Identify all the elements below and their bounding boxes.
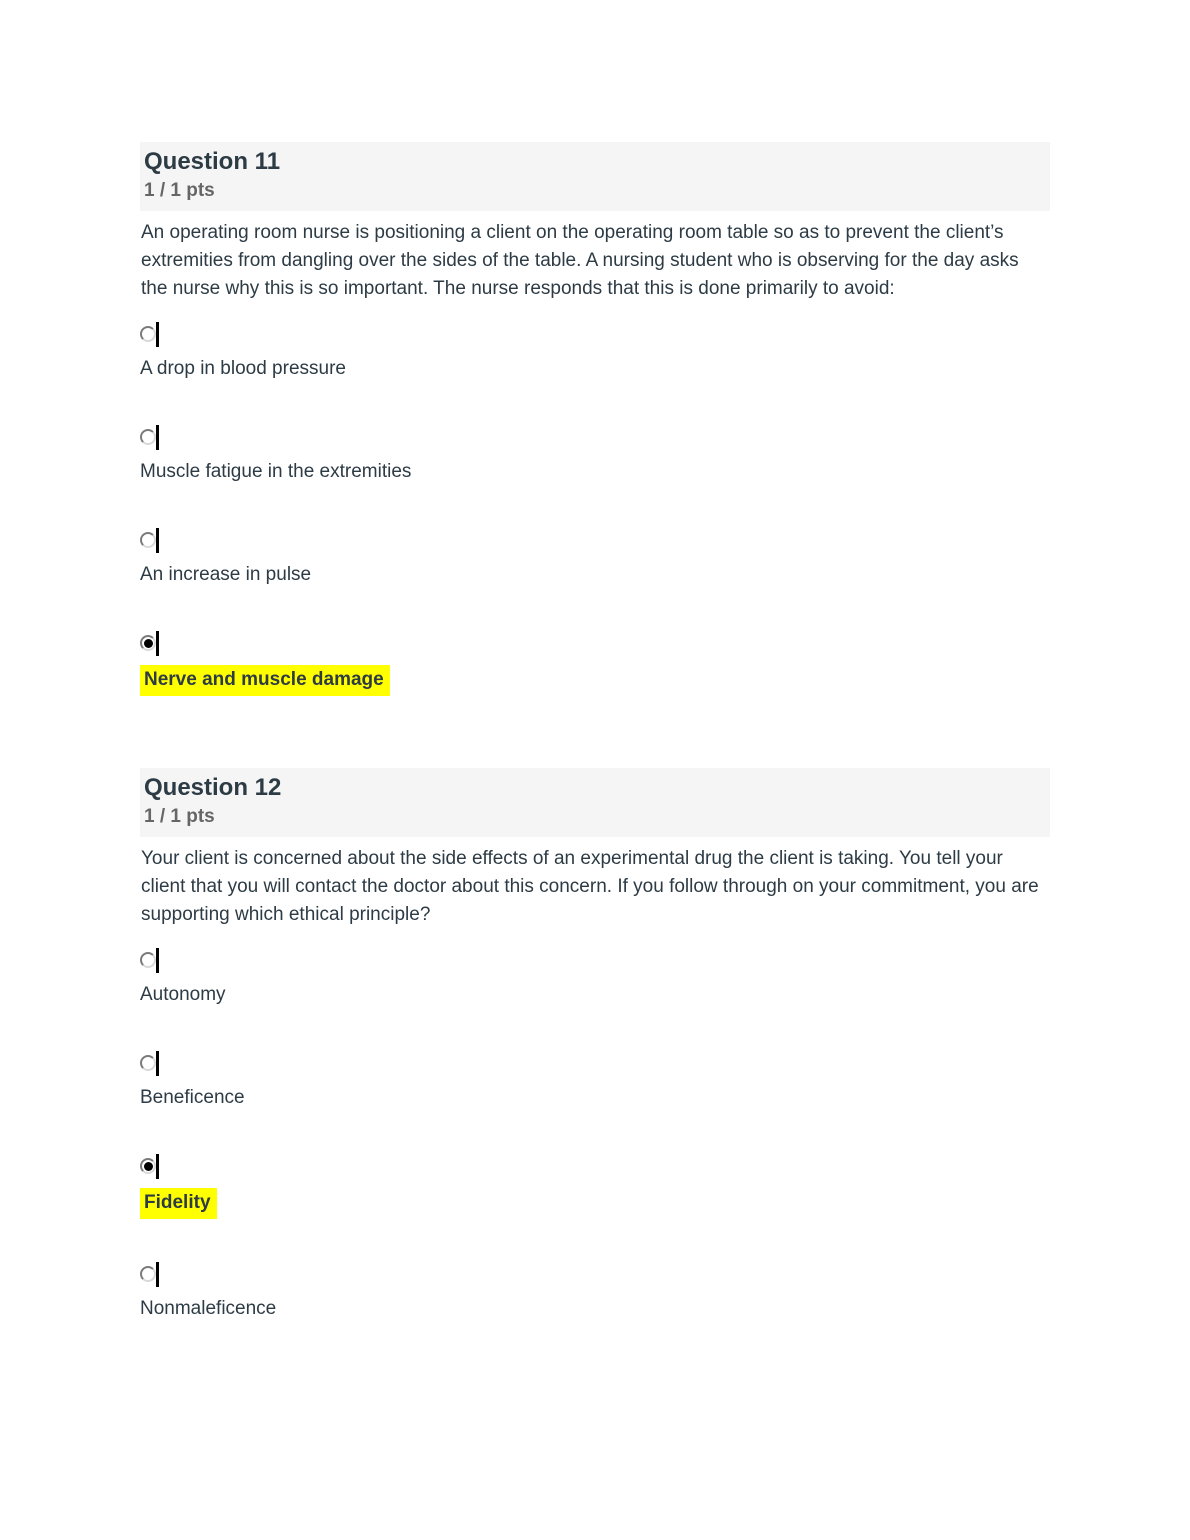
answer-option: [140, 1261, 1050, 1322]
question-card: [140, 768, 1050, 1322]
answer-option: [140, 527, 1050, 588]
answer-option-text: Beneficence: [140, 1087, 245, 1108]
answer-options: [140, 947, 1050, 1322]
radio-button[interactable]: [140, 630, 159, 656]
question-points: 1 / 1 pts: [144, 180, 215, 201]
answer-option-label: [140, 562, 1050, 588]
question-text: Your client is concerned about the side effects of an experimental drug the client is taking. You tell your client that you will contact the doctor about this concern. If you follow through on your commitment, you are supporting which ethical principle?: [141, 848, 1039, 925]
answer-option-text: An increase in pulse: [140, 564, 312, 585]
radio-button[interactable]: [140, 1050, 159, 1076]
radio-circle-icon: [140, 1158, 156, 1174]
text-cursor-bar-icon: [156, 322, 159, 347]
radio-button[interactable]: [140, 527, 159, 553]
question-header: [140, 142, 1050, 211]
text-cursor-bar-icon: [156, 948, 159, 973]
radio-dot-icon: [144, 1162, 153, 1171]
text-cursor-bar-icon: [156, 1262, 159, 1287]
answer-option-label: [140, 459, 1050, 485]
answer-option-text: Fidelity: [140, 1188, 217, 1219]
text-cursor-bar-icon: [156, 631, 159, 656]
radio-button[interactable]: [140, 321, 159, 347]
answer-option-text: Autonomy: [140, 984, 226, 1005]
answer-option-text: Nerve and muscle damage: [140, 665, 390, 696]
answer-options: [140, 321, 1050, 696]
answer-option-text: Nonmaleficence: [140, 1298, 277, 1319]
answer-option-label: [140, 1188, 1050, 1219]
answer-option: [140, 1153, 1050, 1219]
radio-button[interactable]: [140, 947, 159, 973]
radio-circle-icon: [140, 1266, 156, 1282]
text-cursor-bar-icon: [156, 528, 159, 553]
answer-option: [140, 1050, 1050, 1111]
radio-button[interactable]: [140, 424, 159, 450]
question-text: An operating room nurse is positioning a client on the operating room table so as to prevent the client’s extremities from dangling over the sides of the table. A nursing student who is observing for the day asks the nurse why this is so important. The nurse responds that this is done primarily to avoid:: [141, 222, 1019, 299]
radio-circle-icon: [140, 952, 156, 968]
radio-button[interactable]: [140, 1261, 159, 1287]
question-title: Question 11: [144, 148, 281, 175]
answer-option-label: [140, 982, 1050, 1008]
radio-dot-icon: [144, 639, 153, 648]
answer-option: [140, 630, 1050, 696]
radio-button[interactable]: [140, 1153, 159, 1179]
question-card: [140, 142, 1050, 696]
answer-option-label: [140, 1085, 1050, 1111]
answer-option-label: [140, 356, 1050, 382]
text-cursor-bar-icon: [156, 425, 159, 450]
text-cursor-bar-icon: [156, 1154, 159, 1179]
radio-circle-icon: [140, 635, 156, 651]
answer-option-label: [140, 1296, 1050, 1322]
answer-option: [140, 424, 1050, 485]
text-cursor-bar-icon: [156, 1051, 159, 1076]
question-points: 1 / 1 pts: [144, 806, 215, 827]
quiz-content: [140, 142, 1050, 1322]
answer-option: [140, 321, 1050, 382]
radio-circle-icon: [140, 532, 156, 548]
radio-circle-icon: [140, 1055, 156, 1071]
answer-option-text: A drop in blood pressure: [140, 358, 346, 379]
radio-circle-icon: [140, 429, 156, 445]
radio-circle-icon: [140, 326, 156, 342]
answer-option-text: Muscle fatigue in the extremities: [140, 461, 412, 482]
question-title: Question 12: [144, 774, 282, 801]
answer-option: [140, 947, 1050, 1008]
question-header: [140, 768, 1050, 837]
answer-option-label: [140, 665, 1050, 696]
